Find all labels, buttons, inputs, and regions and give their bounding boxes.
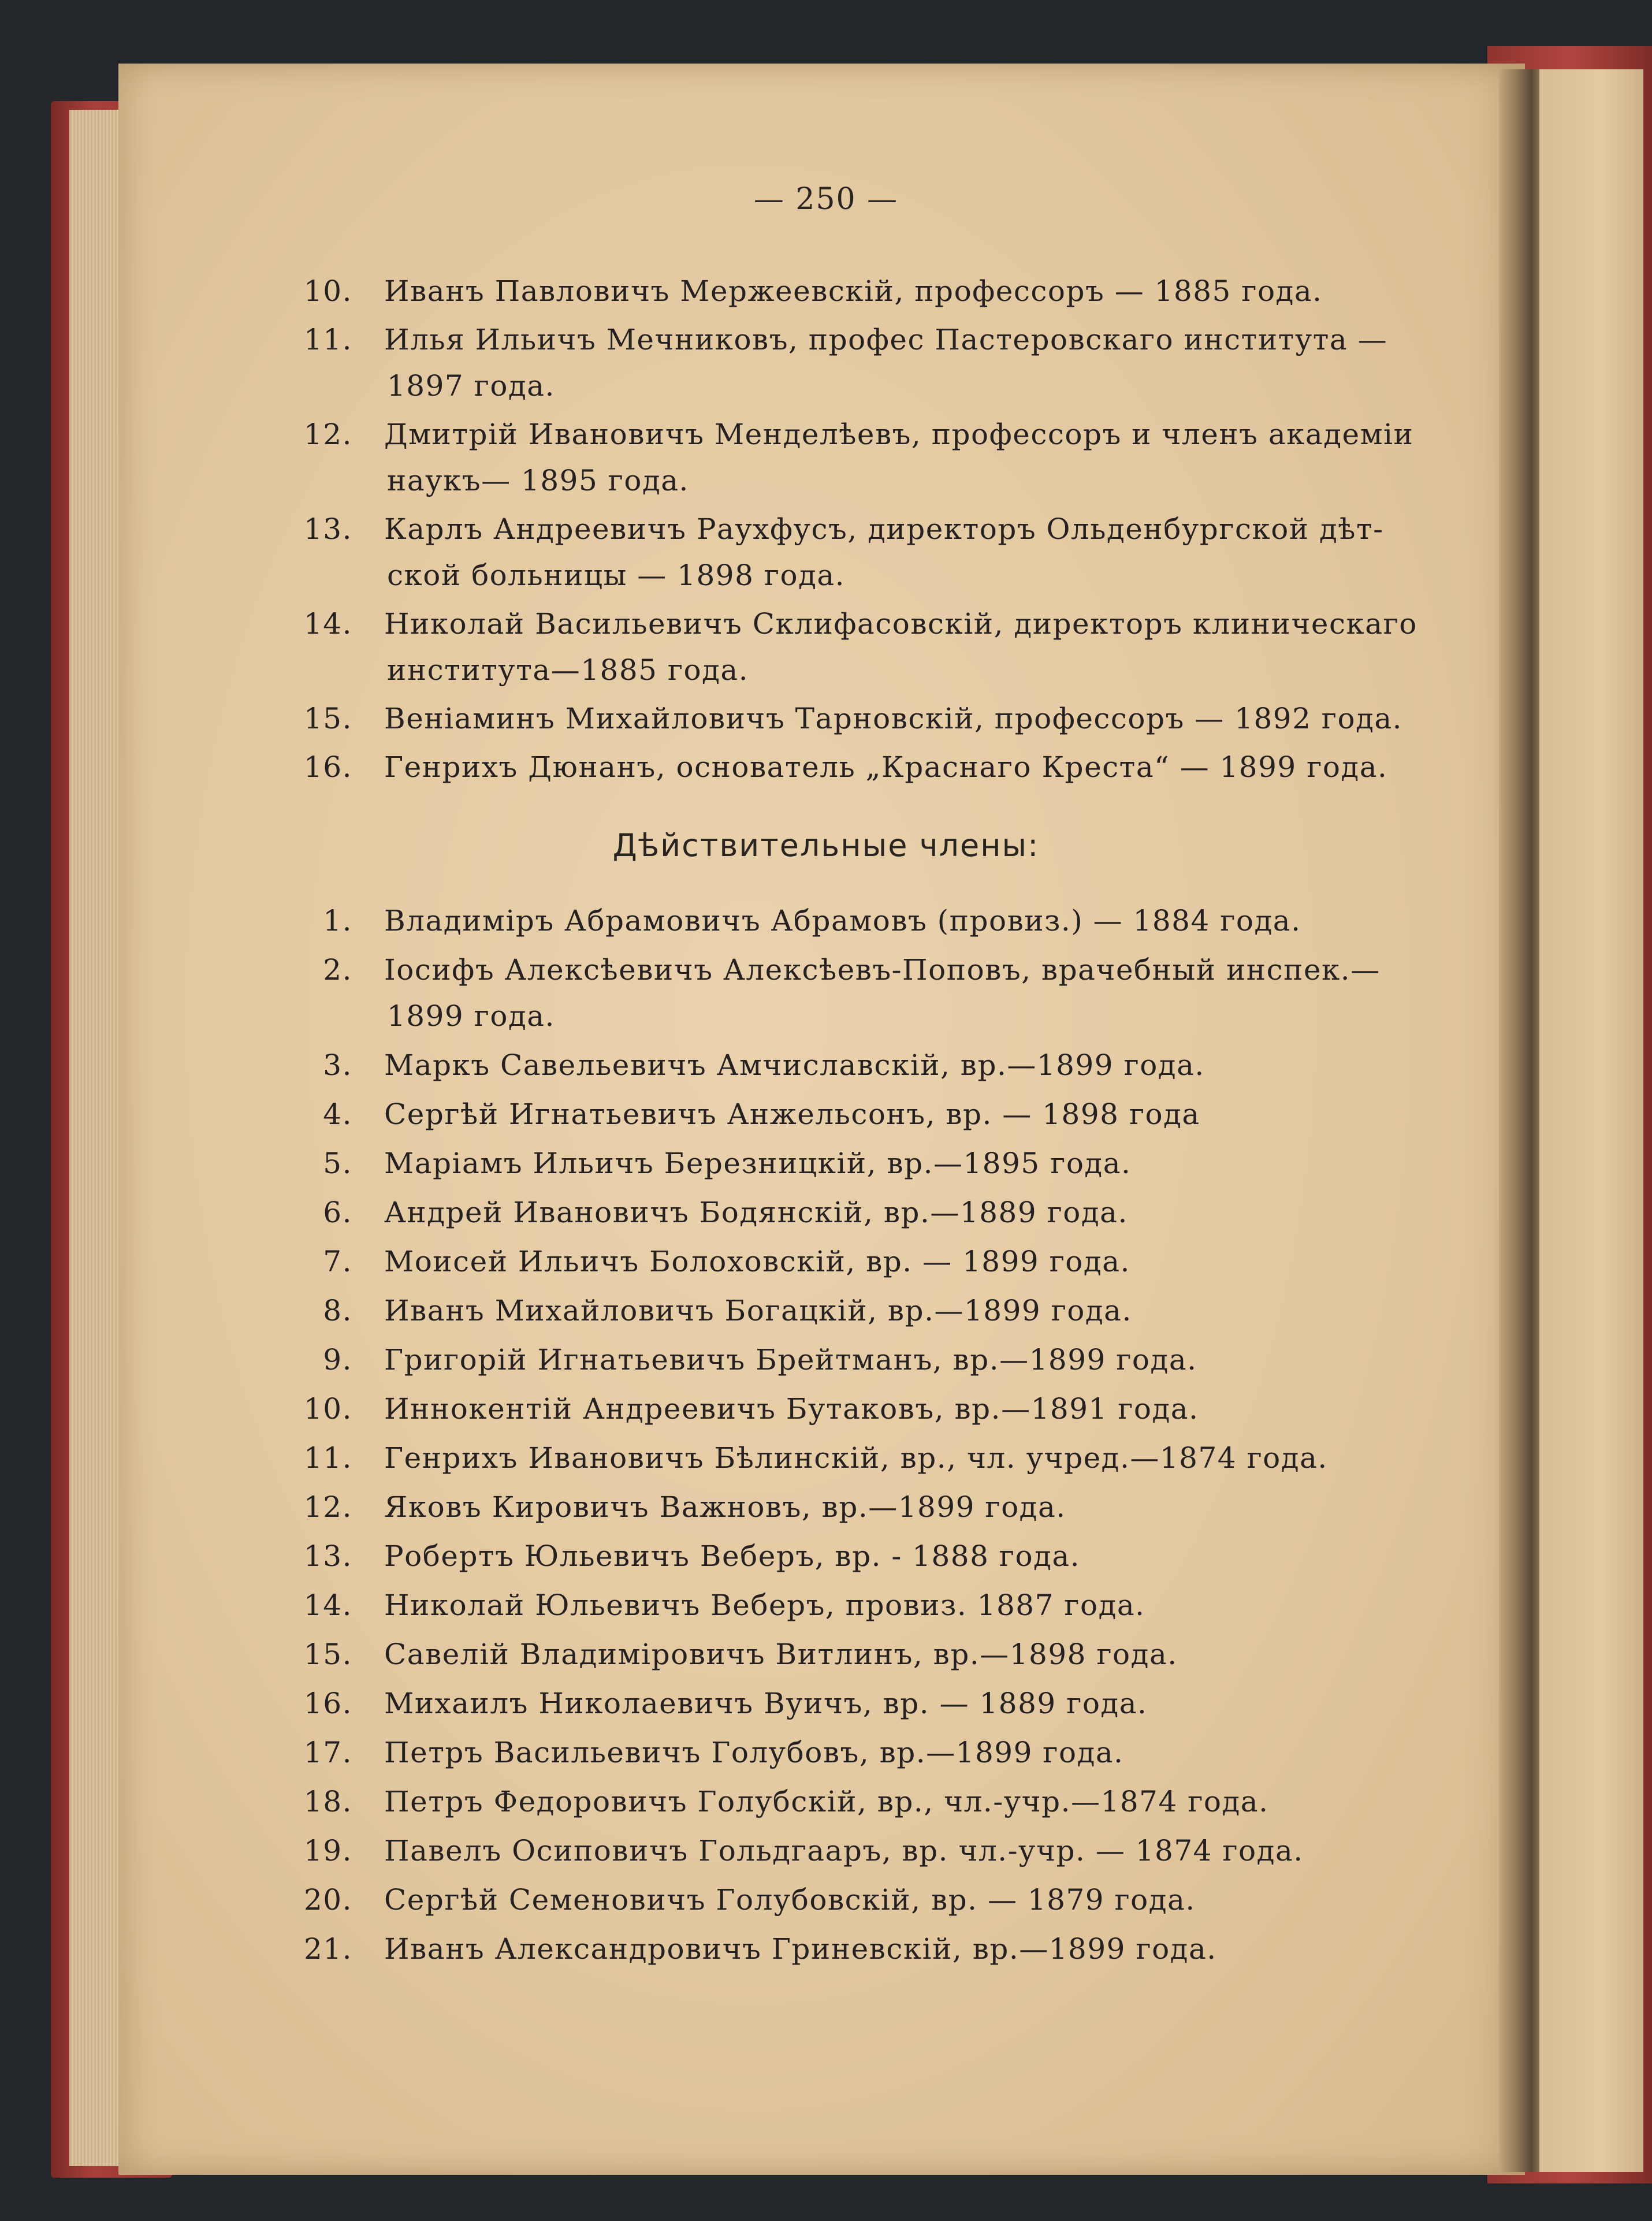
entry-number: 17. [303,1736,352,1769]
entry-text: Иванъ Павловичъ Мержеевскій, профессоръ — 1885 года. [384,274,1323,308]
entry-text: Григорій Игнатьевичъ Брейтманъ, вр.—1899 года. [384,1343,1197,1377]
entry-number: 10. [303,274,352,308]
entry-text: Яковъ Кировичъ Важновъ, вр.—1899 года. [384,1490,1066,1524]
entry-text: Николай Васильевичъ Склифасовскій, директоръ клиническаго [384,607,1417,641]
entry-text: Иннокентій Андреевичъ Бутаковъ, вр.—1891 года. [384,1392,1199,1426]
entry-number: 10. [303,1392,352,1426]
entry-text: Иванъ Александровичъ Гриневскій, вр.—1899 года. [384,1932,1217,1966]
entry-text: Веніаминъ Михайловичъ Тарновскій, профессоръ — 1892 года. [384,702,1403,735]
page-number: — 250 — [753,182,899,217]
facing-page-edge [1539,69,1643,2172]
entry-number: 14. [303,1588,352,1622]
entry-number: 8. [323,1294,352,1327]
entry-number: 11. [303,323,352,356]
entry-text: Николай Юльевичъ Веберъ, провиз. 1887 года. [384,1588,1145,1622]
entry-number: 20. [303,1883,352,1917]
entry-number: 15. [303,1638,352,1671]
entry-text: Петръ Федоровичъ Голубскій, вр., чл.-учр.—1874 года. [384,1785,1269,1818]
entry-text: Сергѣй Игнатьевичъ Анжельсонъ, вр. — 1898 года [384,1098,1200,1131]
entry-text: Робертъ Юльевичъ Веберъ, вр. - 1888 года. [384,1539,1081,1573]
entry-number: 9. [323,1343,352,1377]
entry-number: 16. [303,1687,352,1720]
entry-text: Іосифъ Алексѣевичъ Алексѣевъ-Поповъ, врачебный инспек.— [384,953,1381,987]
entry-text-continuation: ской больницы — 1898 года. [387,559,846,592]
entry-number: 21. [303,1932,352,1966]
entry-text: Андрей Ивановичъ Бодянскій, вр.—1889 года. [384,1196,1128,1229]
entry-number: 18. [303,1785,352,1818]
entry-text: Генрихъ Дюнанъ, основатель „Краснаго Креста“ — 1899 года. [384,750,1388,784]
entry-number: 11. [303,1441,352,1475]
entry-text: Михаилъ Николаевичъ Вуичъ, вр. — 1889 года. [384,1687,1148,1720]
entry-text: Павелъ Осиповичъ Гольдгааръ, вр. чл.-учр. — 1874 года. [384,1834,1304,1867]
entry-number: 12. [303,1490,352,1524]
entry-text-continuation: наукъ— 1895 года. [387,464,689,497]
entry-text: Савелій Владиміровичъ Витлинъ, вр.—1898 года. [384,1638,1178,1671]
entry-number: 6. [323,1196,352,1229]
entry-text: Иванъ Михайловичъ Богацкій, вр.—1899 года. [384,1294,1132,1327]
entry-text: Маріамъ Ильичъ Березницкій, вр.—1895 года. [384,1147,1132,1180]
entry-number: 16. [303,750,352,784]
entry-text: Илья Ильичъ Мечниковъ, профес Пастеровскаго института — [384,323,1388,356]
entry-text-continuation: 1897 года. [387,369,555,403]
entry-text: Карлъ Андреевичъ Раухфусъ, директоръ Ольденбургской дѣт- [384,512,1384,546]
entry-number: 3. [323,1048,352,1082]
entry-text: Дмитрій Ивановичъ Менделѣевъ, профессоръ и членъ академіи [384,418,1414,451]
entry-number: 12. [303,418,352,451]
entry-number: 13. [303,1539,352,1573]
entry-number: 1. [323,904,352,937]
entry-text: Владиміръ Абрамовичъ Абрамовъ (провиз.) — 1884 года. [384,904,1301,937]
entry-text-continuation: института—1885 года. [387,653,749,687]
entry-number: 15. [303,702,352,735]
entry-number: 7. [323,1245,352,1278]
entry-number: 14. [303,607,352,641]
section-title: Дѣйствительные члены: [612,827,1040,864]
entry-text: Генрихъ Ивановичъ Бѣлинскій, вр., чл. учред.—1874 года. [384,1441,1328,1475]
entry-number: 2. [323,953,352,987]
entry-number: 4. [323,1098,352,1131]
book-gutter [1499,69,1545,2172]
entry-text-continuation: 1899 года. [387,999,555,1033]
entry-number: 19. [303,1834,352,1867]
entry-number: 13. [303,512,352,546]
entry-text: Сергѣй Семеновичъ Голубовскій, вр. — 1879 года. [384,1883,1196,1917]
entry-number: 5. [323,1147,352,1180]
entry-text: Петръ Васильевичъ Голубовъ, вр.—1899 года. [384,1736,1124,1769]
entry-text: Моисей Ильичъ Болоховскій, вр. — 1899 года. [384,1245,1130,1278]
entry-text: Маркъ Савельевичъ Амчиславскій, вр.—1899 года. [384,1048,1205,1082]
